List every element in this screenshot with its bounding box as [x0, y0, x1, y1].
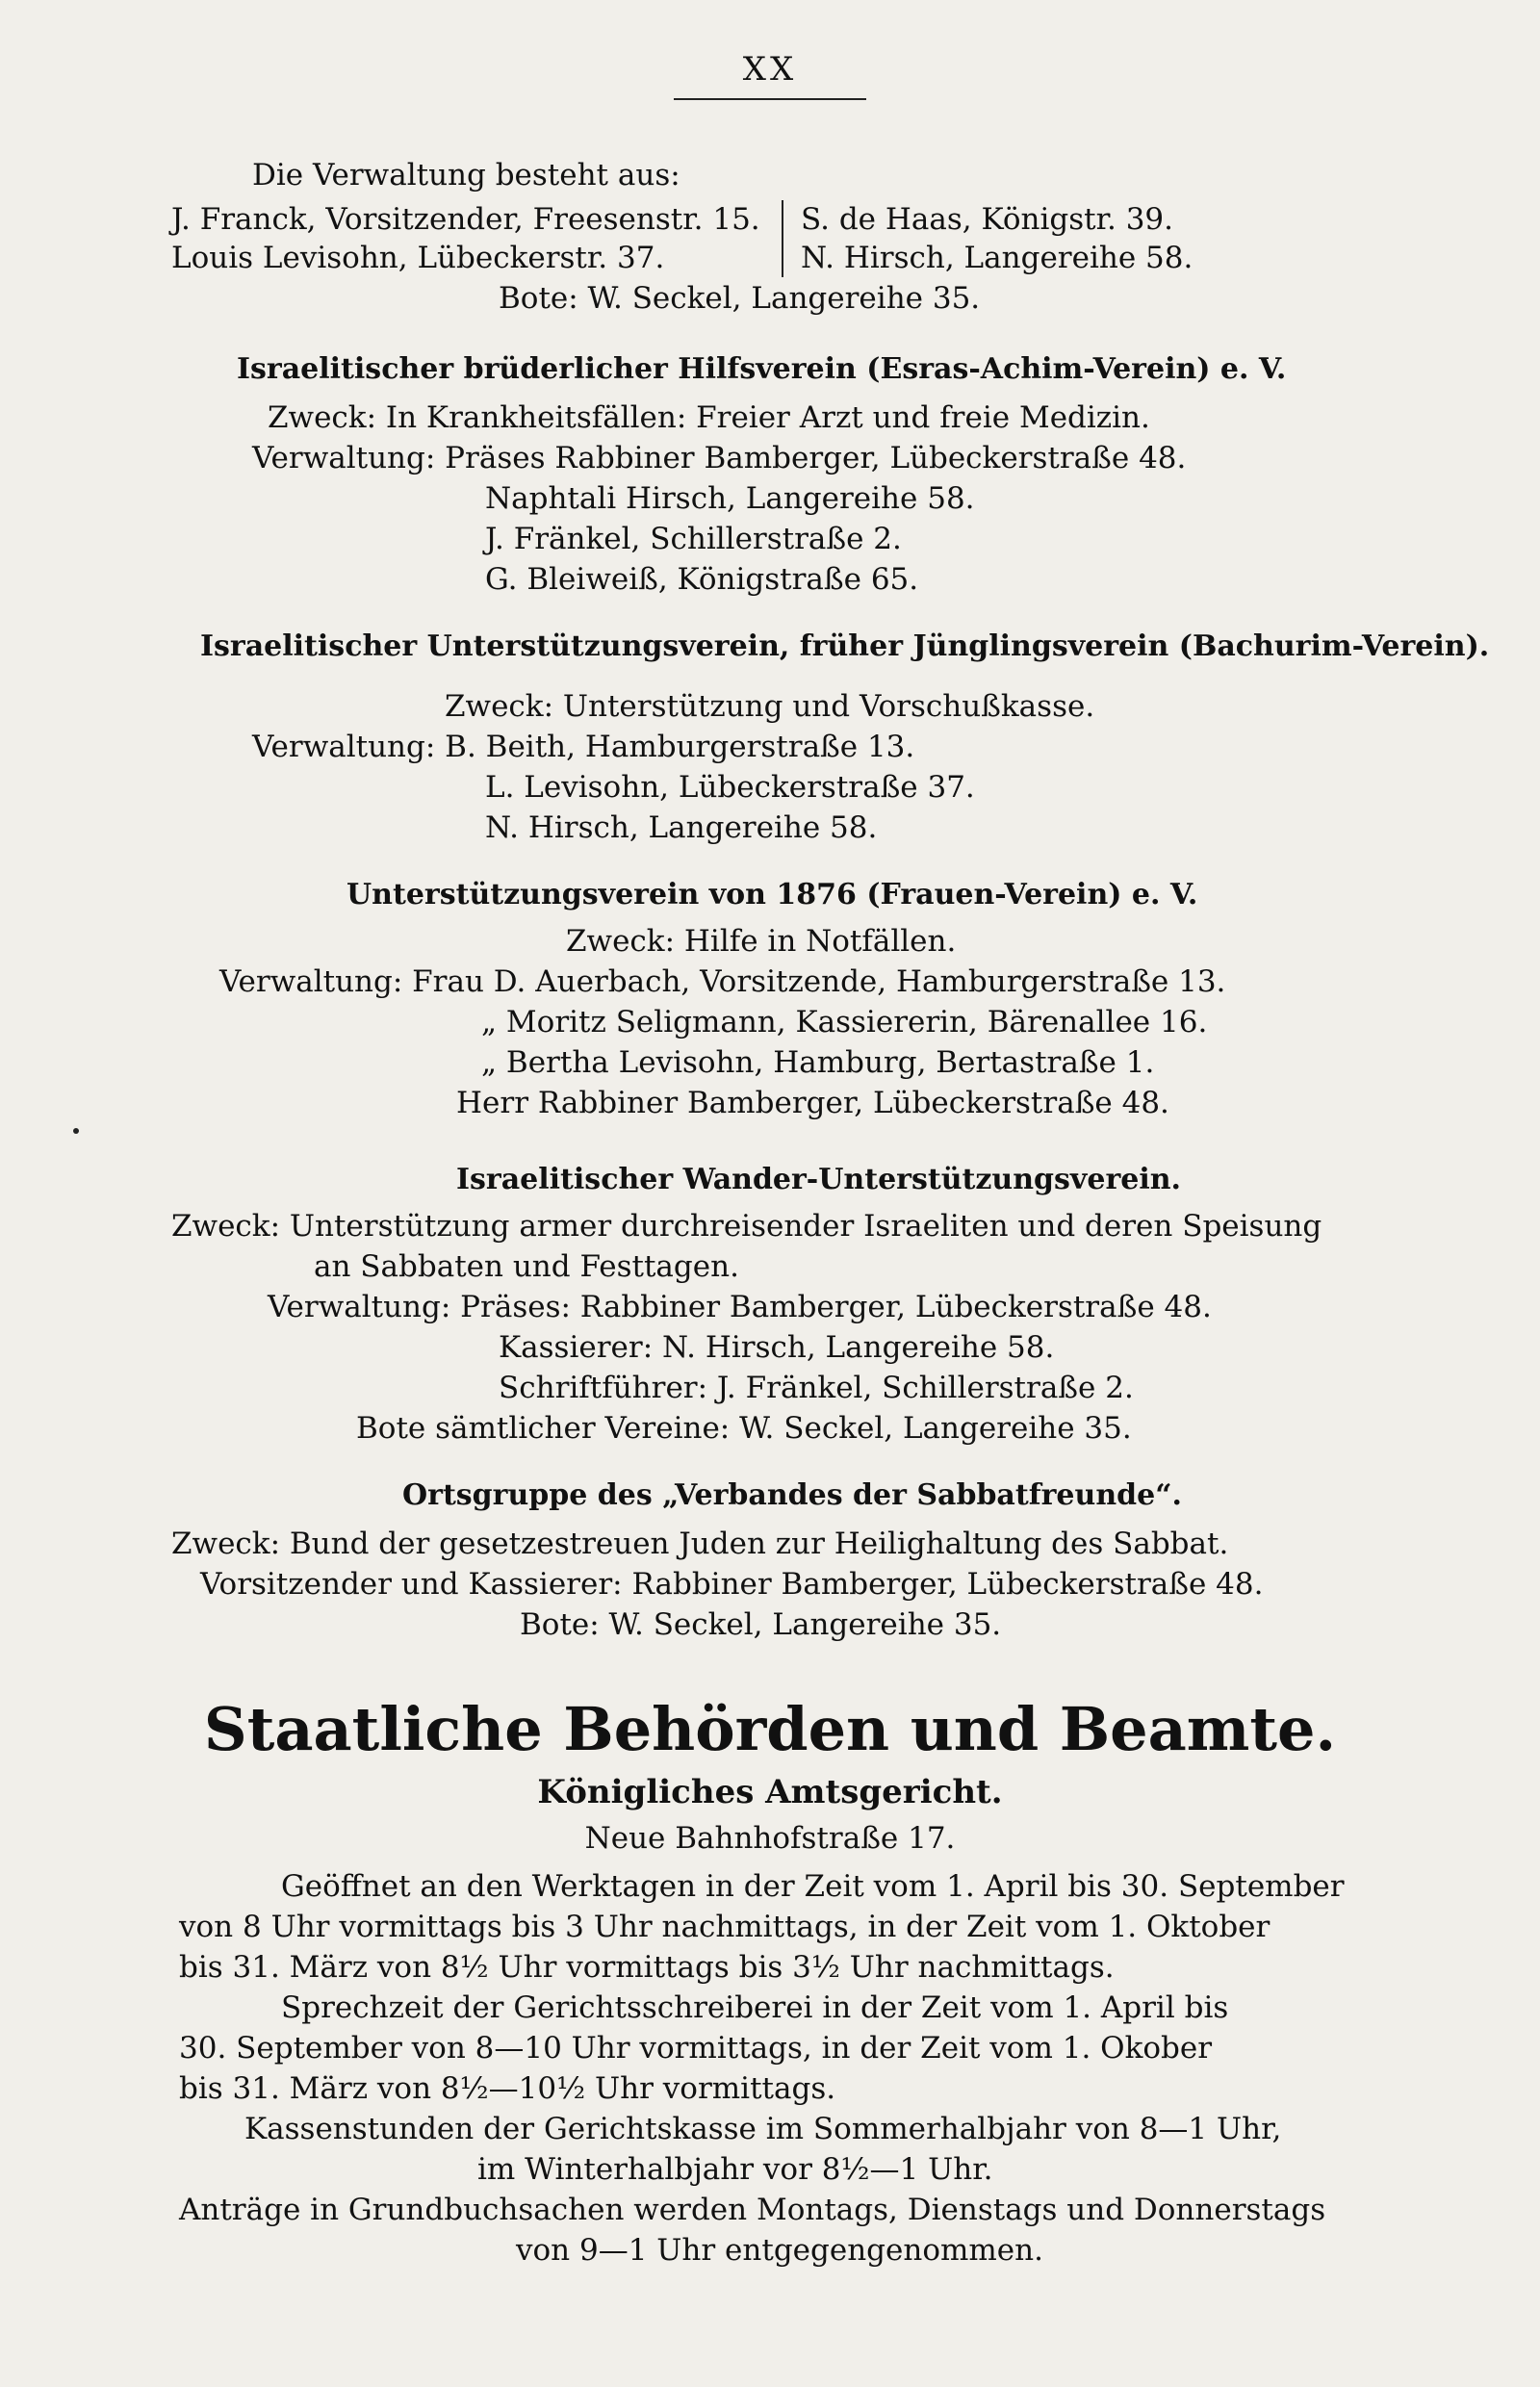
- page-number-rule: [674, 98, 866, 100]
- sabbatfreunde-vorsitz: Vorsitzender und Kassierer: Rabbiner Bamberger, Lübeckerstraße 48.: [200, 1567, 1264, 1602]
- amtsgericht-line-2: von 8 Uhr vormittags bis 3 Uhr nachmittags, in der Zeit vom 1. Oktober: [179, 1910, 1270, 1944]
- unterstuetzungsverein-verwaltung: Verwaltung: B. Beith, Hamburgerstraße 13.: [252, 730, 915, 764]
- wanderverein-zweck-2: an Sabbaten und Festtagen.: [314, 1249, 739, 1284]
- unterstuetzungsverein-member-1: L. Levisohn, Lübeckerstraße 37.: [485, 770, 975, 805]
- hilfsverein-verwaltung: Verwaltung: Präses Rabbiner Bamberger, Lübeckerstraße 48.: [252, 441, 1187, 475]
- hilfsverein-zweck: Zweck: In Krankheitsfällen: Freier Arzt und freie Medizin.: [268, 400, 1150, 435]
- hilfsverein-member-2: J. Fränkel, Schillerstraße 2.: [485, 522, 902, 556]
- verwaltung-bote: Bote: W. Seckel, Langereihe 35.: [499, 281, 981, 316]
- amtsgericht-line-6: bis 31. März von 8½—10½ Uhr vormittags.: [179, 2071, 836, 2106]
- sabbatfreunde-title: Ortsgruppe des „Verbandes der Sabbatfreunde“.: [402, 1478, 1182, 1512]
- amtsgericht-line-7: Kassenstunden der Gerichtskasse im Sommerhalbjahr von 8—1 Uhr,: [244, 2112, 1282, 2146]
- unterstuetzungsverein-member-2: N. Hirsch, Langereihe 58.: [485, 810, 878, 845]
- amtsgericht-line-8: im Winterhalbjahr vor 8½—1 Uhr.: [477, 2152, 993, 2187]
- amtsgericht-line-10: von 9—1 Uhr entgegengenommen.: [516, 2233, 1043, 2268]
- frauenverein-verwaltung: Verwaltung: Frau D. Auerbach, Vorsitzende, Hamburgerstraße 13.: [219, 964, 1226, 999]
- amtsgericht-line-3: bis 31. März von 8½ Uhr vormittags bis 3½ Uhr nachmittags.: [179, 1950, 1115, 1985]
- amtsgericht-title: Königliches Amtsgericht.: [537, 1773, 1003, 1811]
- verwaltung-intro: Die Verwaltung besteht aus:: [252, 158, 680, 192]
- hilfsverein-member-3: G. Bleiweiß, Königstraße 65.: [485, 562, 919, 597]
- frauenverein-title: Unterstützungsverein von 1876 (Frauen-Verein) e. V.: [346, 878, 1198, 911]
- wanderverein-line-3: Schriftführer: J. Fränkel, Schillerstraße 2.: [499, 1371, 1134, 1405]
- wanderverein-title: Israelitischer Wander-Unterstützungsverein.: [456, 1163, 1181, 1196]
- column-divider: [782, 200, 783, 277]
- page-number: XX: [742, 50, 798, 89]
- section-heading: Staatliche Behörden und Beamte.: [203, 1694, 1337, 1764]
- verwaltung-right-1: S. de Haas, Königstr. 39.: [801, 202, 1174, 237]
- verwaltung-right-2: N. Hirsch, Langereihe 58.: [801, 241, 1194, 275]
- frauenverein-member-2: „ Bertha Levisohn, Hamburg, Bertastraße 1.: [481, 1045, 1155, 1080]
- hilfsverein-member-1: Naphtali Hirsch, Langereihe 58.: [485, 481, 975, 516]
- sabbatfreunde-zweck: Zweck: Bund der gesetzestreuen Juden zur Heilighaltung des Sabbat.: [171, 1527, 1229, 1561]
- frauenverein-zweck: Zweck: Hilfe in Notfällen.: [566, 924, 957, 959]
- amtsgericht-line-1: Geöffnet an den Werktagen in der Zeit vom 1. April bis 30. September: [281, 1869, 1345, 1904]
- frauenverein-member-1: „ Moritz Seligmann, Kassiererin, Bärenallee 16.: [481, 1005, 1208, 1040]
- sabbatfreunde-bote: Bote: W. Seckel, Langereihe 35.: [520, 1607, 1002, 1642]
- amtsgericht-line-9: Anträge in Grundbuchsachen werden Montags, Dienstags und Donnerstags: [179, 2193, 1326, 2227]
- wanderverein-line-1: Verwaltung: Präses: Rabbiner Bamberger, Lübeckerstraße 48.: [268, 1290, 1212, 1324]
- verwaltung-left-2: Louis Levisohn, Lübeckerstr. 37.: [171, 241, 665, 275]
- wanderverein-line-4: Bote sämtlicher Vereine: W. Seckel, Langereihe 35.: [356, 1411, 1132, 1446]
- amtsgericht-address: Neue Bahnhofstraße 17.: [584, 1821, 956, 1856]
- wanderverein-line-2: Kassierer: N. Hirsch, Langereihe 58.: [499, 1330, 1055, 1365]
- print-speck: [73, 1128, 79, 1134]
- amtsgericht-line-4: Sprechzeit der Gerichtsschreiberei in der Zeit vom 1. April bis: [281, 1990, 1229, 2025]
- unterstuetzungsverein-title: Israelitischer Unterstützungsverein, früher Jünglingsverein (Bachurim-Verein).: [200, 629, 1490, 663]
- frauenverein-member-3: Herr Rabbiner Bamberger, Lübeckerstraße 48.: [456, 1086, 1169, 1120]
- amtsgericht-line-5: 30. September von 8—10 Uhr vormittags, in der Zeit vom 1. Okober: [179, 2031, 1213, 2066]
- verwaltung-left-1: J. Franck, Vorsitzender, Freesenstr. 15.: [171, 202, 760, 237]
- unterstuetzungsverein-zweck: Zweck: Unterstützung und Vorschußkasse.: [445, 689, 1095, 724]
- wanderverein-zweck-1: Zweck: Unterstützung armer durchreisender Israeliten und deren Speisung: [171, 1209, 1322, 1244]
- hilfsverein-title: Israelitischer brüderlicher Hilfsverein (Esras-Achim-Verein) e. V.: [237, 352, 1287, 386]
